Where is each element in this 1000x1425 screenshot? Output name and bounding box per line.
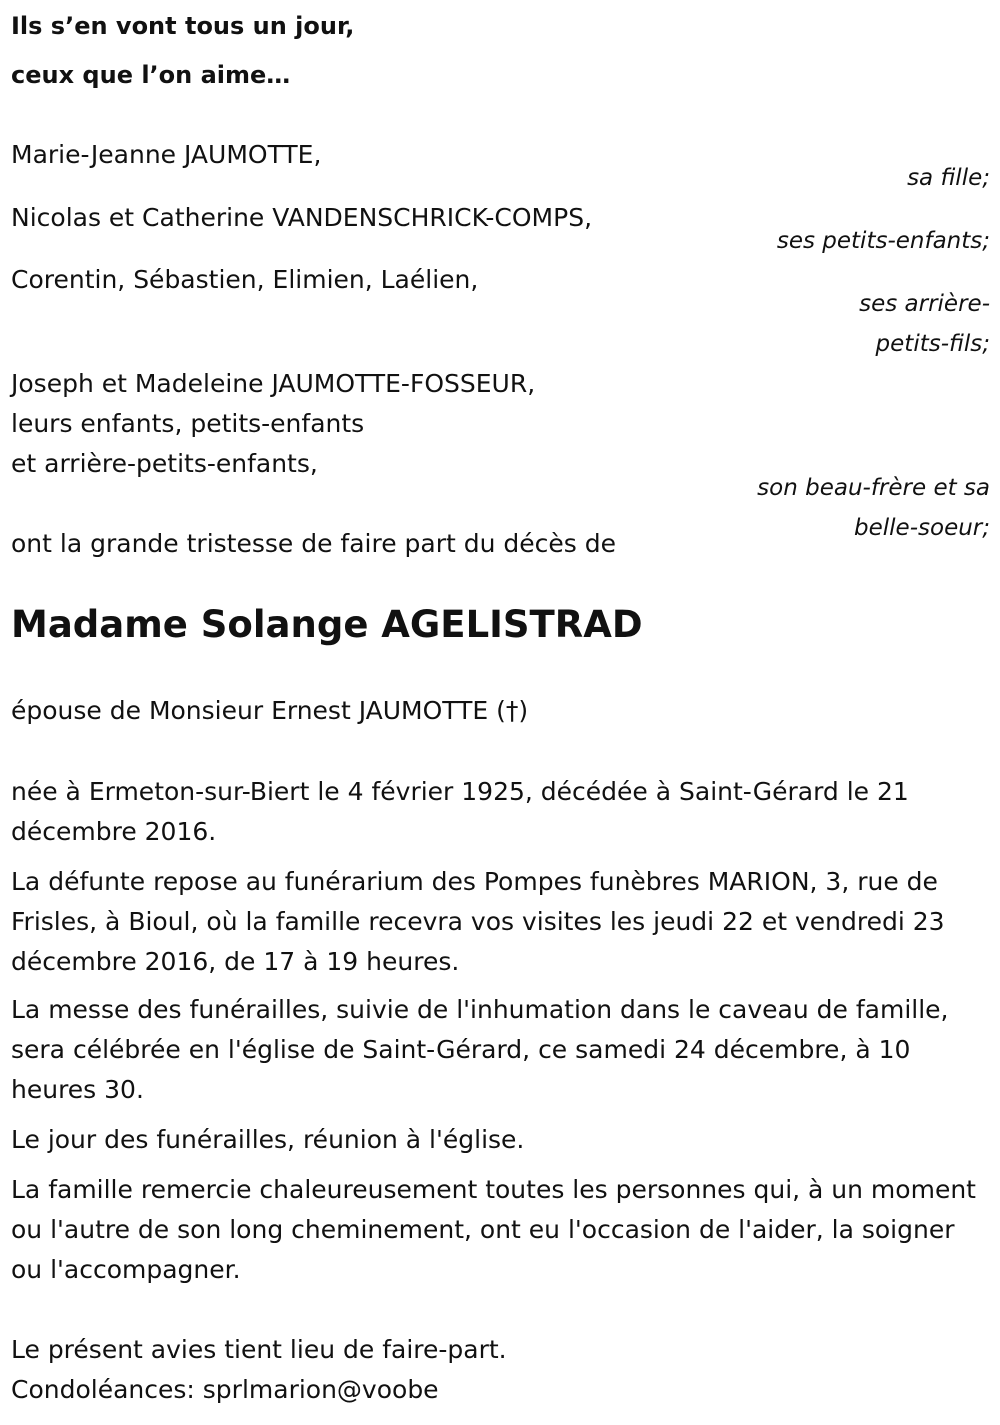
relation-daughter: sa fille; [907, 165, 990, 191]
announcement: ont la grande tristesse de faire part du décès de [11, 529, 617, 558]
heading-line-2: ceux que l’on aime… [11, 61, 291, 89]
relation-brother-in-law-line-2: belle-soeur; [854, 515, 990, 541]
family-member-grandchildren: Nicolas et Catherine VANDENSCHRICK-COMPS, [11, 203, 593, 232]
relation-grandchildren: ses petits-enfants; [776, 228, 990, 254]
relation-great-grandchildren-line-1: ses arrière- [859, 291, 990, 317]
deceased-name: Madame Solange AGELISTRAD [11, 603, 643, 646]
paragraph-thanks: La famille remercie chaleureusement toutes les personnes qui, à un moment ou l'autre de son long cheminement, ont eu l'occasion de l'aider, la soigner ou l'accompagner. [11, 1175, 976, 1284]
family-member-brother-in-law-line-1: Joseph et Madeleine JAUMOTTE-FOSSEUR, [11, 369, 536, 398]
family-member-brother-in-law-line-2: leurs enfants, petits-enfants [11, 409, 365, 438]
relation-great-grandchildren-line-2: petits-fils; [875, 331, 990, 357]
relation-brother-in-law-line-1: son beau-frère et sa [757, 475, 990, 501]
paragraph-meeting: Le jour des funérailles, réunion à l'église. [11, 1125, 525, 1154]
family-member-brother-in-law-line-3: et arrière-petits-enfants, [11, 449, 318, 478]
footer-notice: Le présent avies tient lieu de faire-part. [11, 1335, 507, 1364]
paragraph-visits: La défunte repose au funérarium des Pompes funèbres MARION, 3, rue de Frisles, à Bioul, où la famille recevra vos visites les jeudi 22 et vendredi 23 décembre 2016, de 17 à 19 heures. [11, 867, 945, 976]
paragraph-mass: La messe des funérailles, suivie de l'inhumation dans le caveau de famille, sera célébrée en l'église de Saint-Gérard, ce samedi 24 décembre, à 10 heures 30. [11, 995, 949, 1104]
paragraph-birth-death: née à Ermeton-sur-Biert le 4 février 1925, décédée à Saint-Gérard le 21 décembre 2016. [11, 777, 909, 846]
footer-condolences: Condoléances: sprlmarion@voobe [11, 1375, 439, 1404]
family-member-great-grandchildren: Corentin, Sébastien, Elimien, Laélien, [11, 265, 479, 294]
heading-line-1: Ils s’en vont tous un jour, [11, 12, 355, 40]
family-member-daughter: Marie-Jeanne JAUMOTTE, [11, 140, 322, 169]
deceased-spouse: épouse de Monsieur Ernest JAUMOTTE (†) [11, 696, 529, 725]
